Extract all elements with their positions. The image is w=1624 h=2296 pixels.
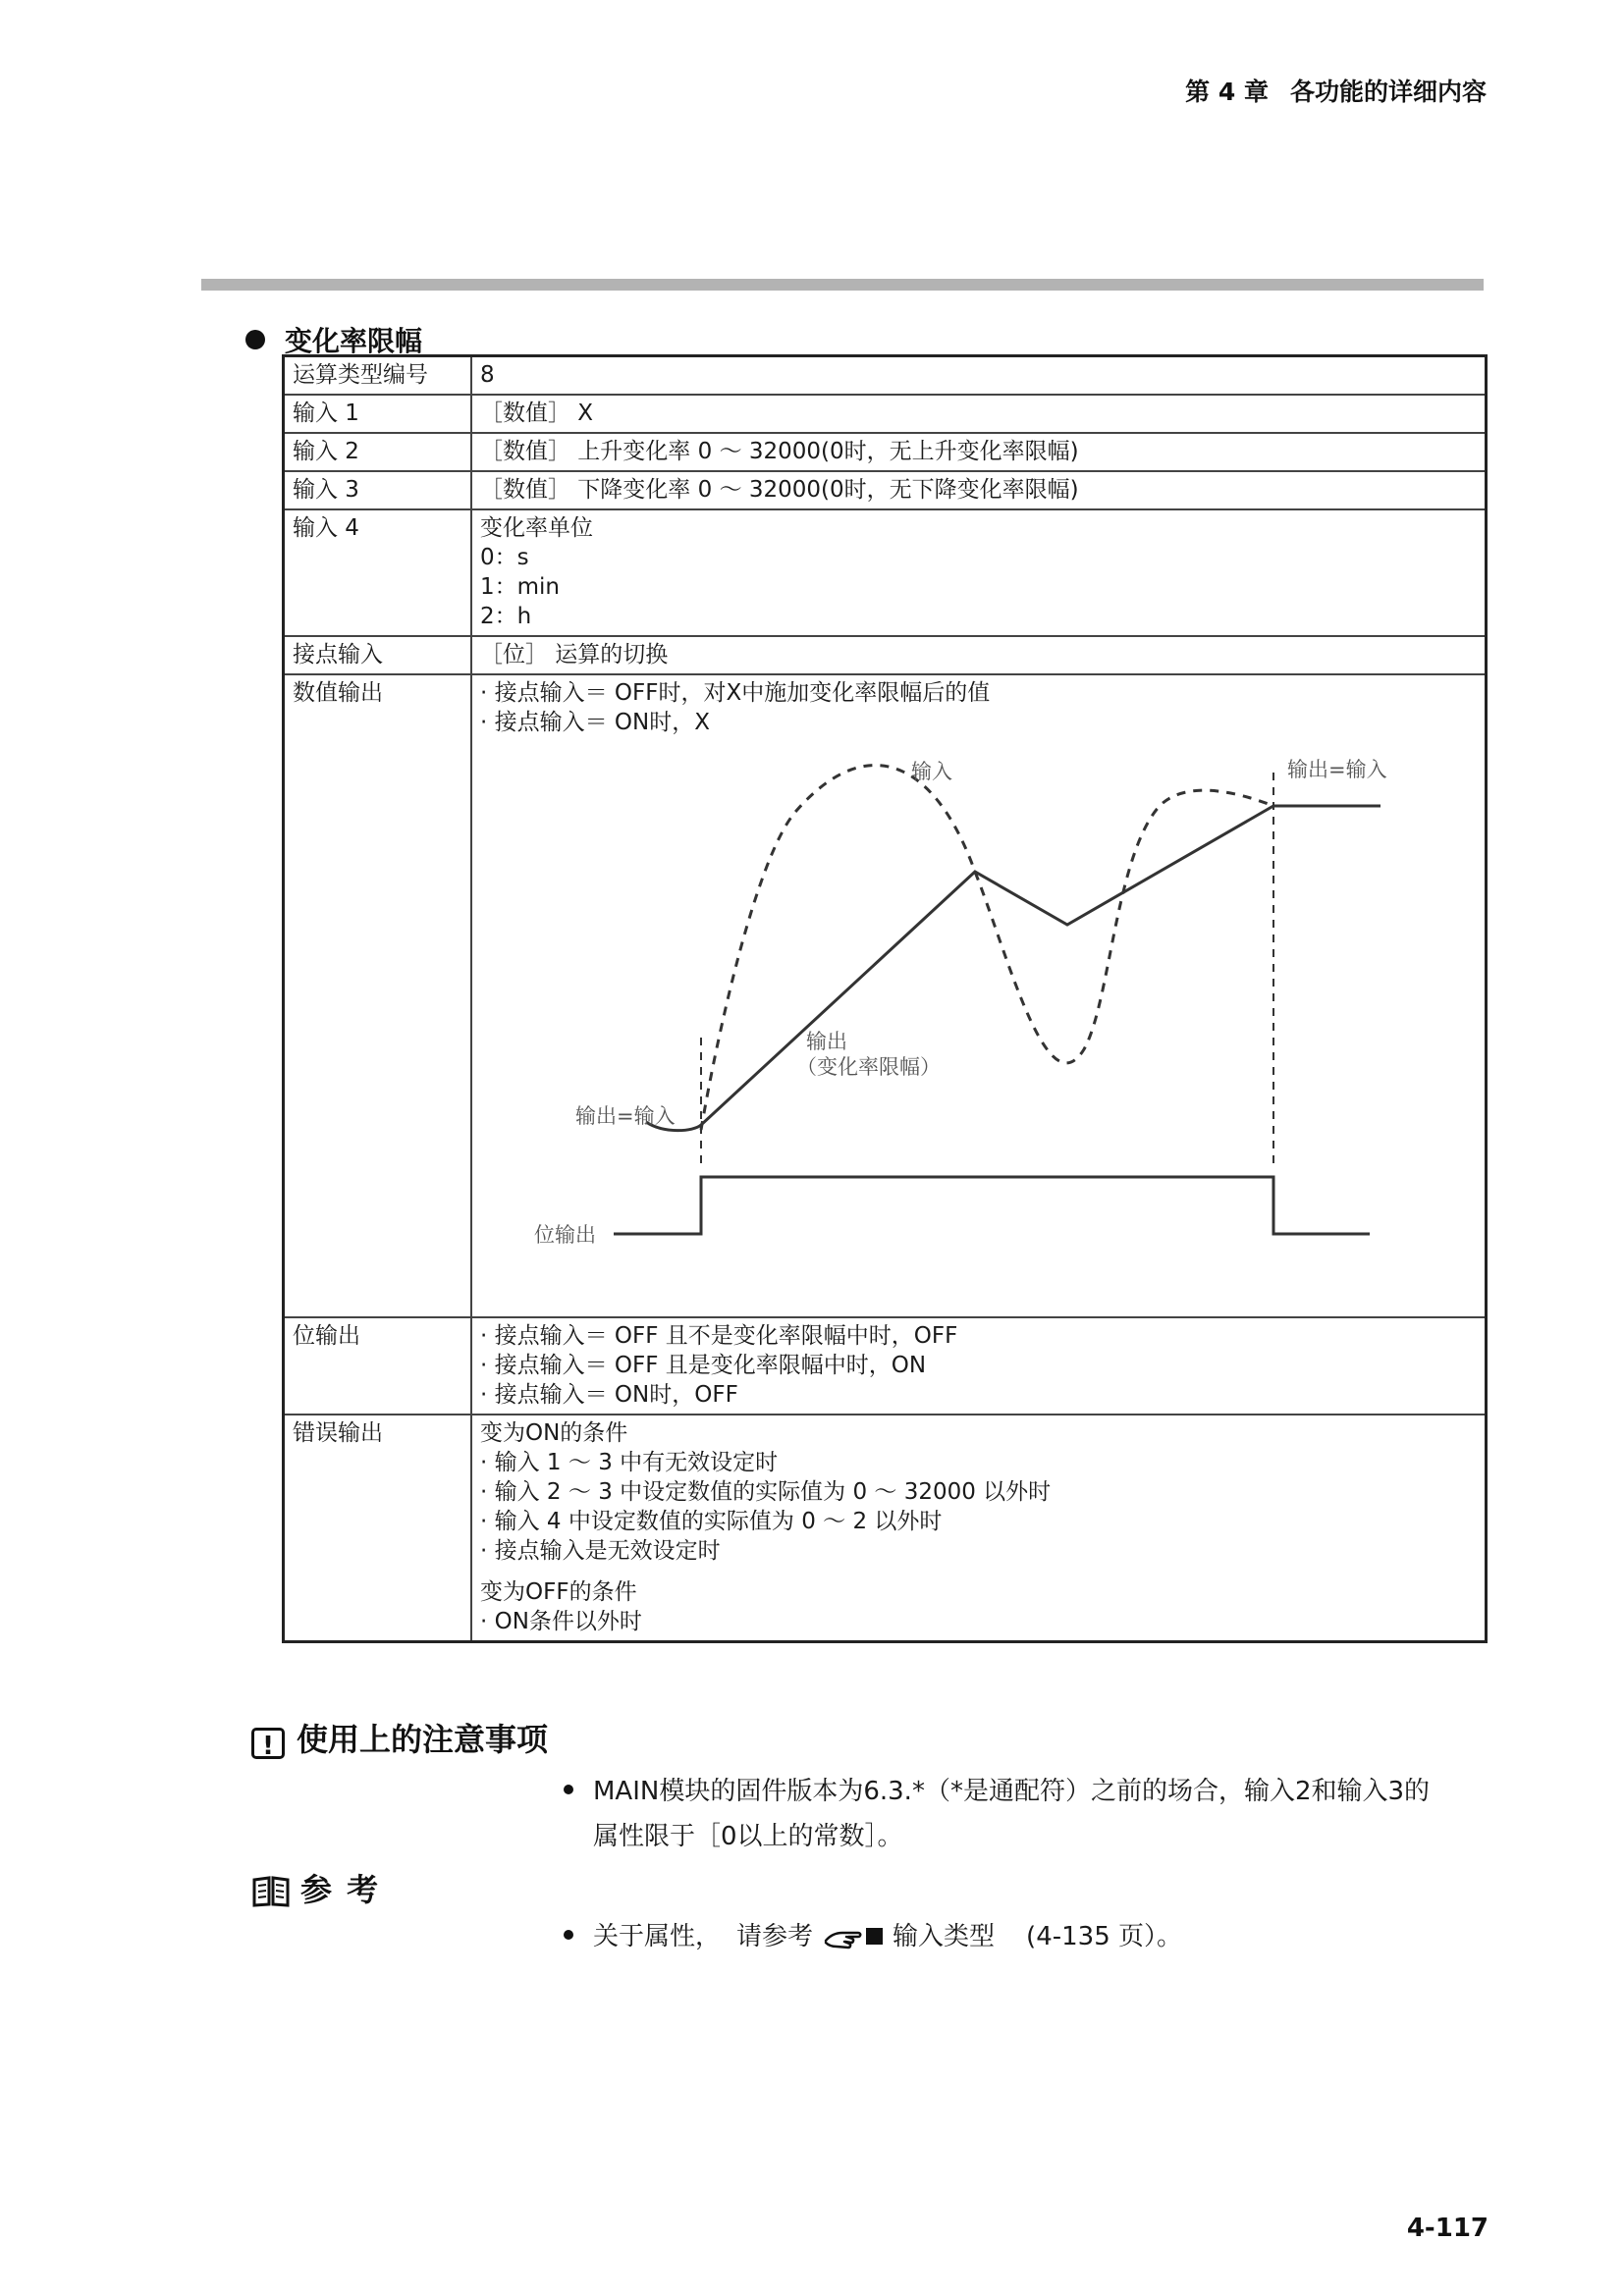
row-label: 输入 1: [284, 395, 472, 433]
pointing-hand-icon: [823, 1920, 862, 1965]
bullet-icon: [564, 1930, 573, 1940]
value-line: 0：s: [480, 545, 529, 570]
reference-prefix: 关于属性，: [593, 1922, 722, 1951]
row-label: 输入 2: [284, 433, 472, 471]
value-line: ［位］ 运算的切换: [480, 642, 669, 667]
row-label: 错误输出: [284, 1415, 472, 1642]
precautions-heading: [251, 1715, 548, 1760]
section-divider: [201, 279, 1484, 291]
row-value: [471, 356, 1487, 396]
bullet-icon: [564, 1785, 573, 1794]
precaution-text-cont: 属性限于［0以上的常数］。: [593, 1822, 903, 1851]
precautions-body: [560, 1769, 1492, 1859]
reference-title: 参 考: [300, 1871, 381, 1908]
chapter-header: [1185, 73, 1487, 108]
bit-output-pulse: [614, 1177, 1370, 1234]
row-value: [471, 433, 1487, 471]
row-label: 输入 4: [284, 509, 472, 636]
square-bullet-icon: [866, 1928, 883, 1945]
reference-link[interactable]: 输入类型: [893, 1922, 996, 1951]
row-value: [471, 1415, 1487, 1642]
row-label: 输入 3: [284, 471, 472, 509]
value-line: · 输入 4 中设定数值的实际值为 0 ～ 2 以外时: [480, 1509, 943, 1534]
table-row: [284, 674, 1487, 1317]
table-row: [284, 509, 1487, 636]
value-line: · 接点输入＝ OFF 且不是变化率限幅中时，OFF: [480, 1323, 958, 1349]
output-equals-input-right-label: 输出=输入: [1287, 758, 1387, 781]
table-row: [284, 433, 1487, 471]
reference-heading: [251, 1865, 380, 1910]
reference-see: 请参考: [736, 1922, 814, 1951]
precautions-title: 使用上的注意事项: [297, 1721, 549, 1758]
output-limit-label: （变化率限幅）: [796, 1055, 941, 1079]
value-line: 变为OFF的条件: [480, 1579, 637, 1605]
value-line: 1：min: [480, 574, 561, 600]
output-label: 输出: [806, 1030, 847, 1053]
output-curve: [646, 806, 1380, 1131]
value-line: · ON条件以外时: [480, 1609, 642, 1634]
value-line: ［数值］ 下降变化率 0 ～ 32000(0时，无下降变化率限幅): [480, 477, 1079, 503]
section-heading: [245, 320, 422, 359]
table-row: [284, 636, 1487, 674]
row-label: 数值输出: [284, 674, 472, 1317]
spacer: [480, 1566, 1477, 1577]
value-line: 变化率单位: [480, 515, 593, 541]
precaution-text: MAIN模块的固件版本为6.3.*（*是通配符）之前的场合，输入2和输入3的: [593, 1777, 1431, 1806]
bullet-icon: [245, 330, 265, 349]
row-value: [471, 471, 1487, 509]
value-line: · 输入 1 ～ 3 中有无效设定时: [480, 1450, 779, 1475]
function-spec-table: [282, 354, 1488, 1643]
value-line: · 接点输入＝ OFF时，对X中施加变化率限幅后的值: [480, 680, 991, 706]
row-value: [471, 674, 1487, 1317]
value-line: · 接点输入是无效设定时: [480, 1538, 721, 1564]
value-line: · 接点输入＝ ON时，X: [480, 710, 710, 735]
output-equals-input-left-label: 输出=输入: [575, 1104, 676, 1128]
table-row: [284, 1415, 1487, 1642]
value-line: 8: [480, 362, 495, 388]
row-label: 位输出: [284, 1317, 472, 1415]
row-value: [471, 1317, 1487, 1415]
section-title: 变化率限幅: [285, 325, 423, 357]
table-row: [284, 1317, 1487, 1415]
value-line: · 接点输入＝ ON时，OFF: [480, 1382, 738, 1408]
exclamation-box-icon: !: [251, 1728, 285, 1759]
table-row: [284, 356, 1487, 396]
value-line: ［数值］ X: [480, 400, 594, 426]
open-book-icon: [251, 1875, 291, 1908]
row-label: 接点输入: [284, 636, 472, 674]
value-line: 2：h: [480, 604, 532, 629]
timing-diagram: [472, 737, 1485, 1316]
row-label: 运算类型编号: [284, 356, 472, 396]
value-line: · 输入 2 ～ 3 中设定数值的实际值为 0 ～ 32000 以外时: [480, 1479, 1052, 1505]
bit-output-label: 位输出: [534, 1223, 596, 1247]
value-line: ［数值］ 上升变化率 0 ～ 32000(0时，无上升变化率限幅): [480, 439, 1079, 464]
chapter-number: 第 4 章: [1185, 78, 1269, 106]
row-value: [471, 509, 1487, 636]
reference-body: [560, 1914, 1492, 1965]
row-value: [471, 395, 1487, 433]
reference-page: (4-135 页）。: [1026, 1922, 1183, 1951]
value-line: · 接点输入＝ OFF 且是变化率限幅中时，ON: [480, 1353, 927, 1378]
page-number: 4-117: [1406, 2214, 1489, 2243]
chapter-title: 各功能的详细内容: [1289, 78, 1487, 106]
row-value: [471, 636, 1487, 674]
value-line: 变为ON的条件: [480, 1420, 628, 1446]
table-row: [284, 471, 1487, 509]
input-label: 输入: [911, 760, 952, 783]
table-row: [284, 395, 1487, 433]
